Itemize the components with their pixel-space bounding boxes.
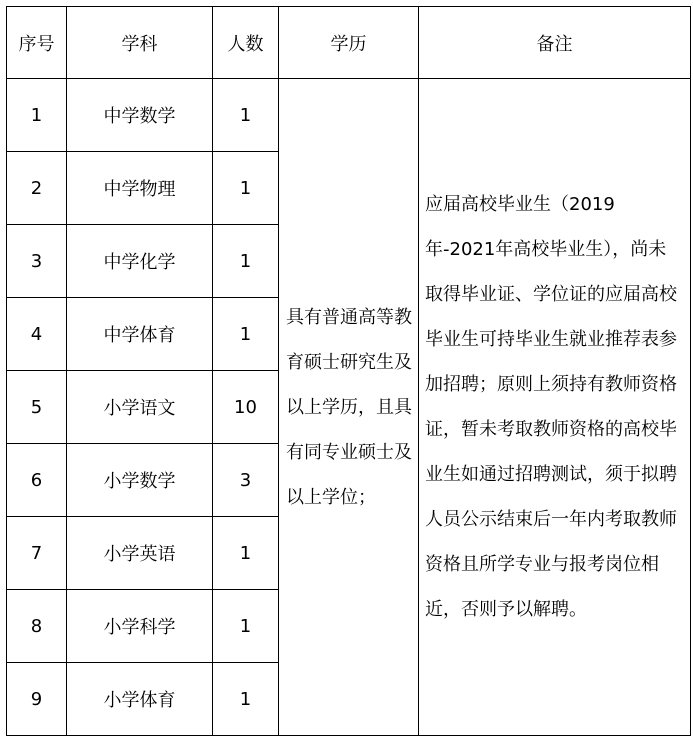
row-subject: 小学英语 — [67, 517, 213, 590]
row-count: 3 — [213, 444, 279, 517]
header-education: 学历 — [279, 7, 419, 79]
table-header-row — [7, 7, 691, 79]
row-subject: 小学科学 — [67, 590, 213, 663]
table-row — [7, 79, 691, 152]
row-count: 1 — [213, 152, 279, 225]
row-count: 1 — [213, 663, 279, 736]
row-no: 3 — [7, 225, 67, 298]
row-count: 1 — [213, 517, 279, 590]
row-no: 1 — [7, 79, 67, 152]
row-no: 2 — [7, 152, 67, 225]
row-count: 1 — [213, 79, 279, 152]
row-count: 1 — [213, 298, 279, 371]
row-no: 7 — [7, 517, 67, 590]
row-subject: 中学数学 — [67, 79, 213, 152]
row-no: 5 — [7, 371, 67, 444]
header-remarks: 备注 — [419, 7, 691, 79]
row-subject: 中学化学 — [67, 225, 213, 298]
row-subject: 小学语文 — [67, 371, 213, 444]
row-subject: 小学数学 — [67, 444, 213, 517]
header-subject: 学科 — [67, 7, 213, 79]
row-no: 8 — [7, 590, 67, 663]
header-no: 序号 — [7, 7, 67, 79]
row-subject: 小学体育 — [67, 663, 213, 736]
remarks-text: 应届高校毕业生（2019年-2021年高校毕业生），尚未取得毕业证、学位证的应届高校毕业生可持毕业生就业推荐表参加招聘；原则上须持有教师资格证，暂未考取教师资格的高校毕业生如通过招聘测试，须于拟聘人员公示结束后一年内考取教师资格且所学专业与报考岗位相近，否则予以解聘。 — [419, 79, 691, 736]
row-subject: 中学物理 — [67, 152, 213, 225]
education-requirement: 具有普通高等教育硕士研究生及以上学历，且具有同专业硕士及以上学位； — [279, 79, 419, 736]
row-count: 10 — [213, 371, 279, 444]
recruitment-table — [6, 6, 691, 736]
row-no: 9 — [7, 663, 67, 736]
row-no: 4 — [7, 298, 67, 371]
header-count: 人数 — [213, 7, 279, 79]
row-count: 1 — [213, 225, 279, 298]
row-count: 1 — [213, 590, 279, 663]
row-no: 6 — [7, 444, 67, 517]
row-subject: 中学体育 — [67, 298, 213, 371]
